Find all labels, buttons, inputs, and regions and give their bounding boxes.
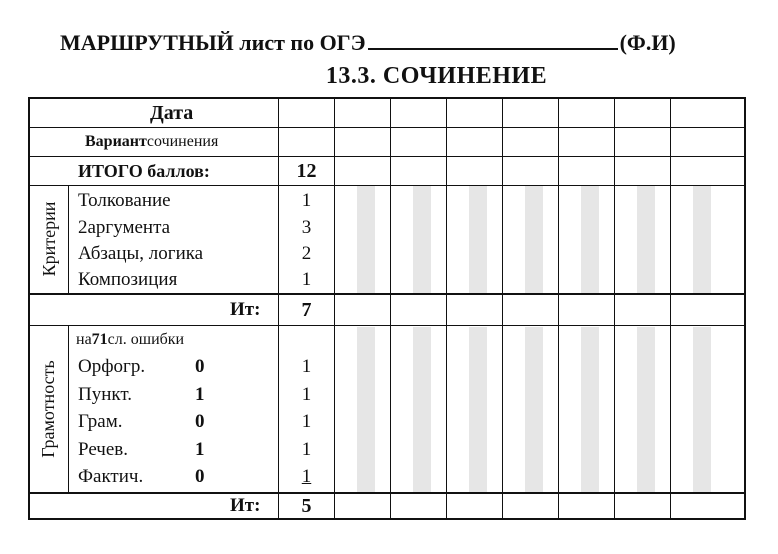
empty-column-shading bbox=[413, 186, 431, 294]
literacy-score: 1 bbox=[301, 356, 312, 377]
grid-line bbox=[68, 186, 69, 293]
criteria-label: Абзацы, логика bbox=[78, 242, 204, 264]
criteria-label: Композиция bbox=[78, 268, 178, 290]
route-sheet-title bbox=[60, 30, 760, 56]
grid-line bbox=[446, 99, 447, 518]
literacy-label: Орфогр. bbox=[78, 356, 146, 377]
empty-column-shading bbox=[693, 186, 711, 294]
criteria-score: 2 bbox=[301, 242, 312, 264]
name-field-line[interactable] bbox=[368, 30, 618, 50]
errors-prefix: на bbox=[76, 331, 92, 348]
empty-column-shading bbox=[357, 327, 375, 493]
empty-column-shading bbox=[469, 186, 487, 294]
grid-line bbox=[30, 325, 744, 326]
variant-label bbox=[85, 128, 218, 156]
grid-line bbox=[558, 99, 559, 518]
date-label: Дата bbox=[150, 101, 194, 124]
literacy-label: Пункт. bbox=[78, 384, 132, 405]
errors-note bbox=[76, 327, 184, 353]
errors-count: 71 bbox=[91, 331, 108, 348]
grid-line bbox=[614, 99, 615, 518]
literacy-score: 1 bbox=[301, 466, 312, 487]
literacy-errors: 1 bbox=[195, 384, 205, 405]
empty-column-shading bbox=[581, 186, 599, 294]
variant-label-bold: Вариант bbox=[85, 133, 147, 150]
literacy-score: 1 bbox=[301, 384, 312, 405]
criteria-subtotal-label: Ит: bbox=[230, 299, 261, 320]
empty-column-shading bbox=[357, 186, 375, 294]
criteria-subtotal-value: 7 bbox=[301, 298, 312, 321]
empty-column-shading bbox=[581, 327, 599, 493]
literacy-label: Грам. bbox=[78, 411, 123, 432]
empty-column-shading bbox=[413, 327, 431, 493]
errors-suffix: сл. ошибки bbox=[107, 331, 185, 348]
empty-column-shading bbox=[525, 186, 543, 294]
empty-column-shading bbox=[637, 327, 655, 493]
total-label: ИТОГО баллов: bbox=[78, 160, 210, 181]
literacy-label: Речев. bbox=[78, 439, 128, 460]
grid-line bbox=[670, 99, 671, 518]
grid-line bbox=[30, 293, 744, 295]
grid-line bbox=[30, 492, 744, 494]
literacy-errors: 0 bbox=[195, 356, 205, 377]
literacy-errors: 1 bbox=[195, 439, 205, 460]
page-subtitle: 13.3. СОЧИНЕНИЕ bbox=[325, 63, 548, 89]
criteria-label: 2аргумента bbox=[78, 216, 171, 238]
literacy-errors: 0 bbox=[195, 411, 205, 432]
grid-line bbox=[30, 185, 744, 186]
variant-label-rest: сочинения bbox=[146, 133, 219, 150]
criteria-label: Толкование bbox=[78, 189, 171, 211]
grid-line bbox=[390, 99, 391, 518]
empty-column-shading bbox=[525, 327, 543, 493]
literacy-score: 1 bbox=[301, 439, 312, 460]
empty-column-shading bbox=[637, 186, 655, 294]
total-value: 12 bbox=[296, 159, 317, 182]
literacy-subtotal-value: 5 bbox=[301, 494, 312, 517]
literacy-score: 1 bbox=[301, 411, 312, 432]
empty-column-shading bbox=[693, 327, 711, 493]
literacy-label: Фактич. bbox=[78, 466, 144, 487]
criteria-score: 1 bbox=[301, 189, 312, 211]
criteria-group-label: Критерии bbox=[39, 201, 59, 277]
criteria-score: 1 bbox=[301, 268, 312, 290]
fio-label: (Ф.И) bbox=[619, 30, 676, 55]
title-rest: лист по ОГЭ bbox=[233, 30, 366, 55]
empty-column-shading bbox=[469, 327, 487, 493]
grid-line bbox=[502, 99, 503, 518]
literacy-subtotal-label: Ит: bbox=[230, 495, 261, 516]
criteria-score: 3 bbox=[301, 216, 312, 238]
route-sheet-table bbox=[28, 97, 746, 520]
grid-line bbox=[68, 326, 69, 492]
title-lead: МАРШРУТНЫЙ bbox=[60, 30, 234, 55]
literacy-errors: 0 bbox=[195, 466, 205, 487]
grid-line bbox=[334, 99, 335, 518]
literacy-group-label: Грамотность bbox=[38, 360, 58, 458]
